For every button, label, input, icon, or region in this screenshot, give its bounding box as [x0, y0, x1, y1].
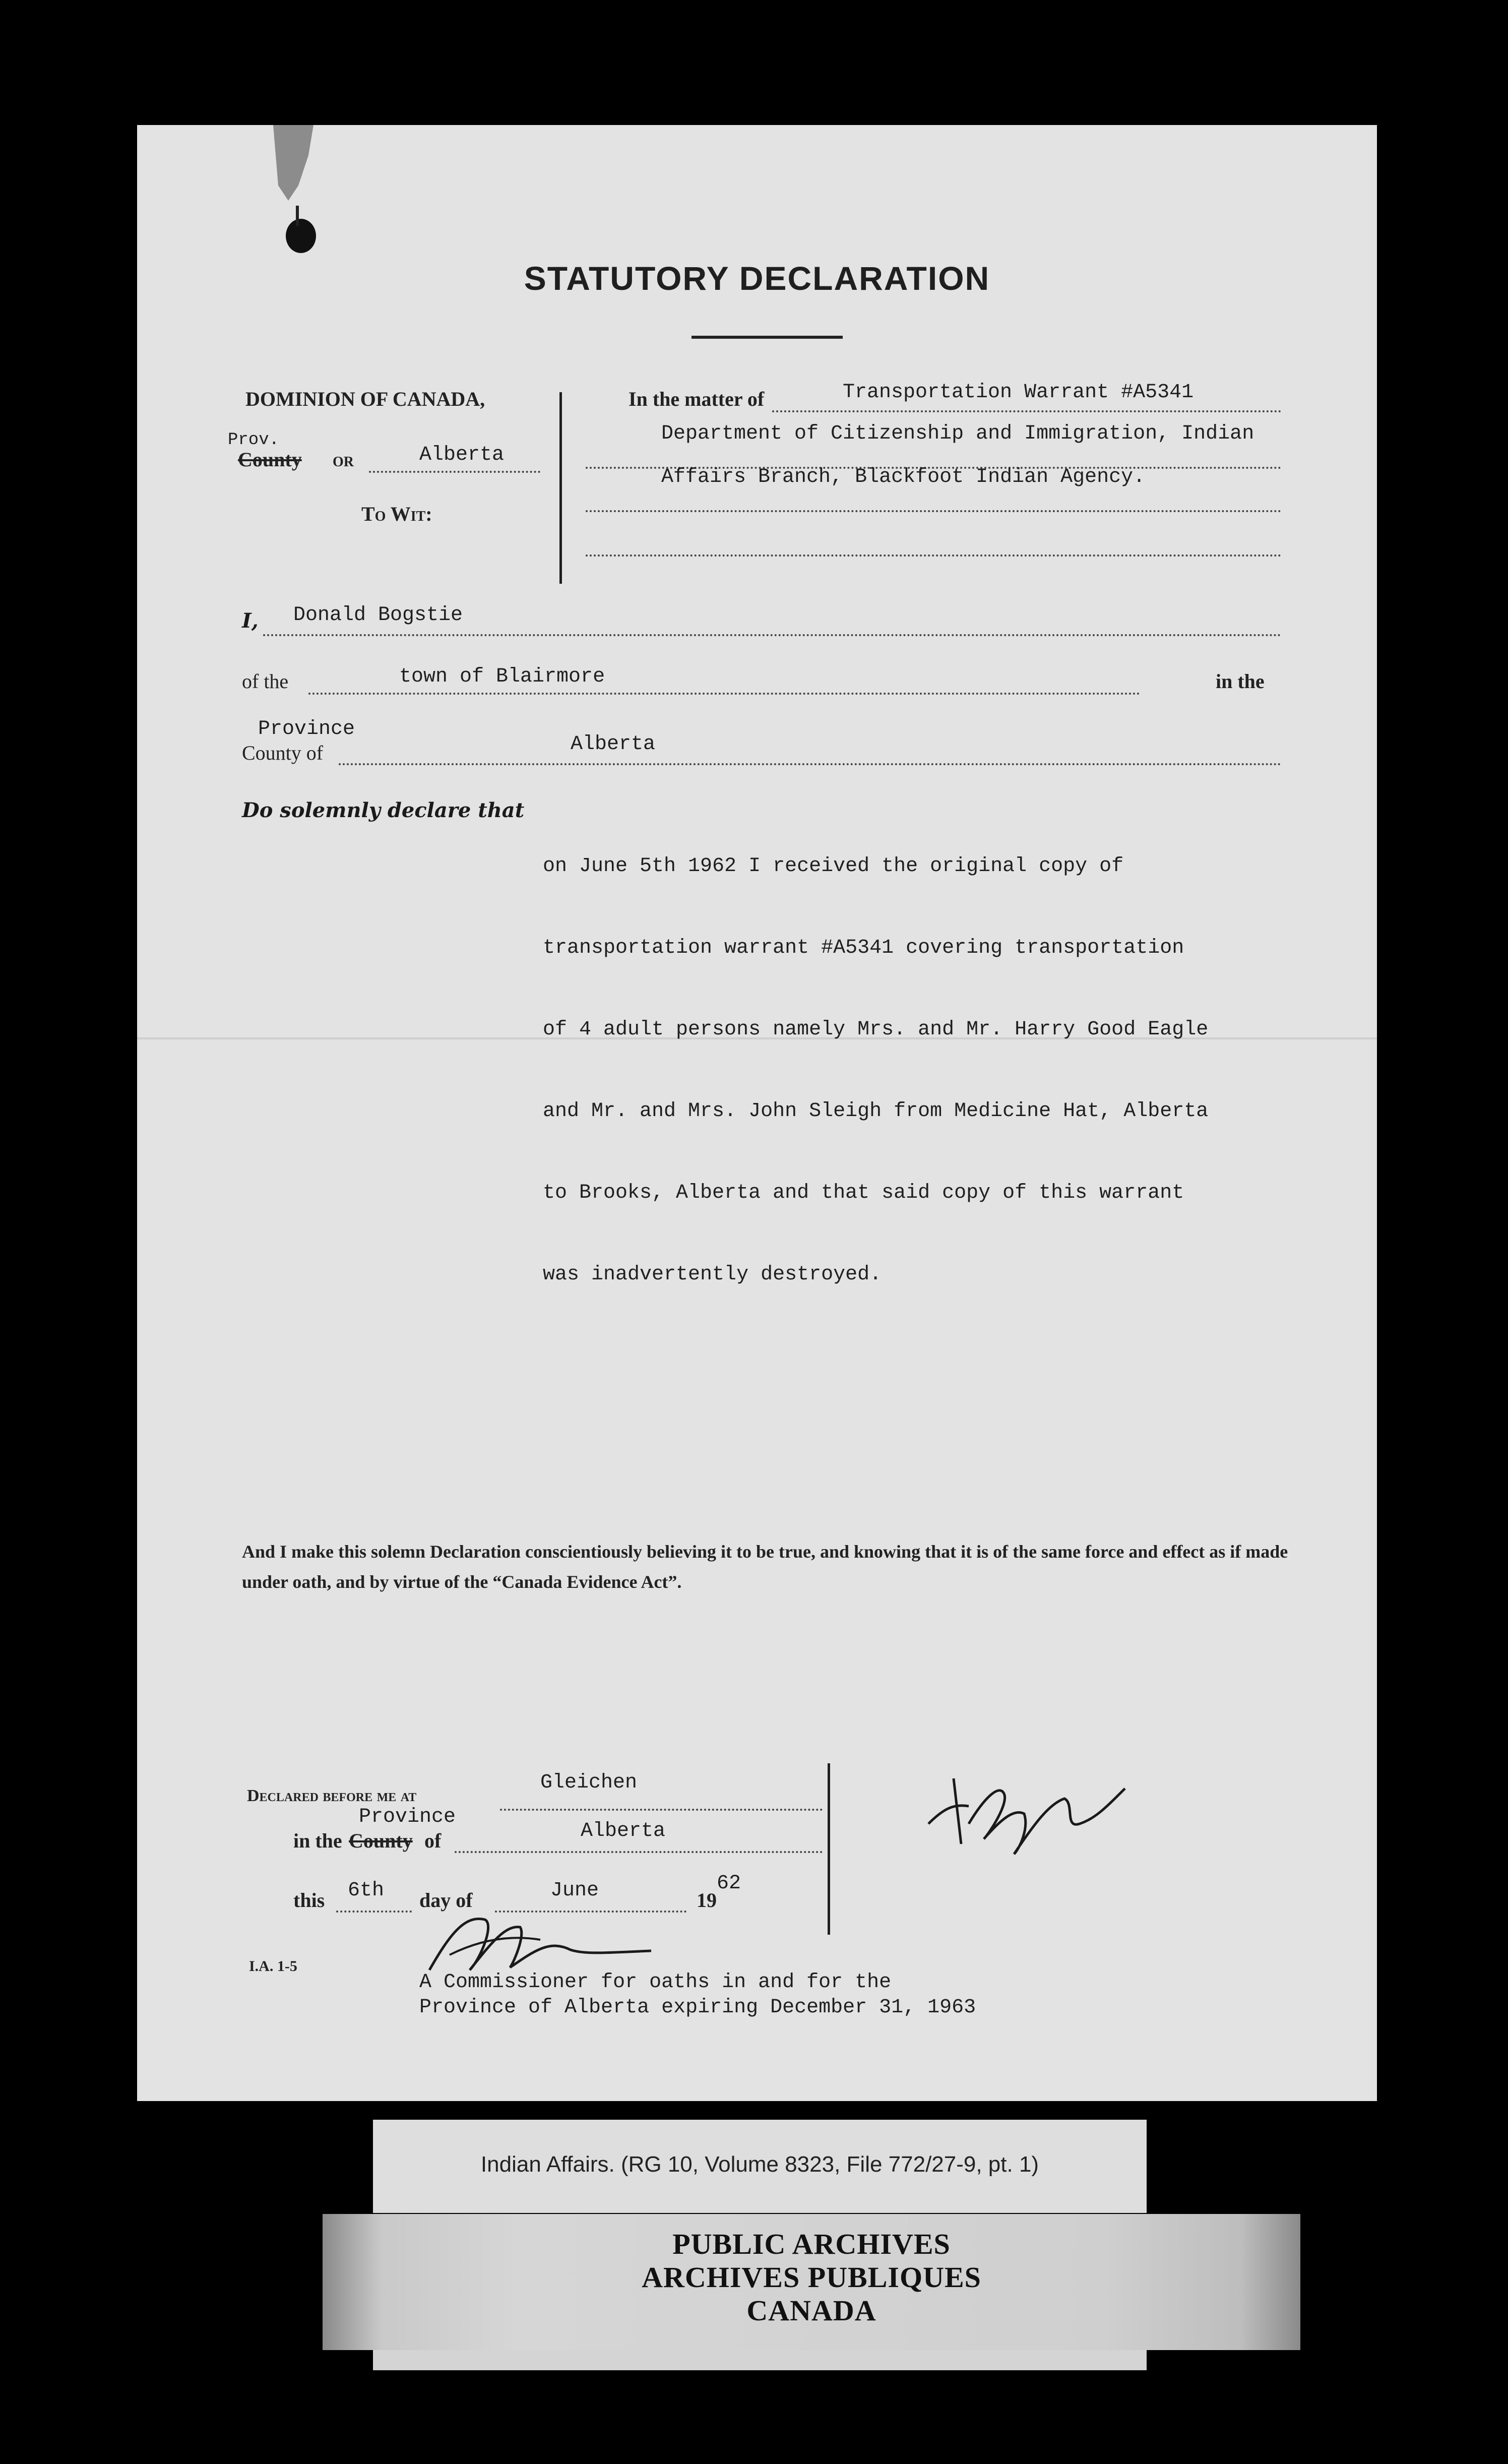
stamp-line-1: PUBLIC ARCHIVES [672, 2228, 951, 2260]
matter-line-1 [772, 410, 1281, 412]
declaration-document [137, 125, 1377, 2101]
day-value: 6th [348, 1879, 385, 1902]
declared-place-line [500, 1809, 823, 1811]
province-line [369, 471, 540, 473]
declarant-signature [913, 1748, 1145, 1864]
declaration-line-4: and Mr. and Mrs. John Sleigh from Medicine Hat, Alberta [543, 1100, 1209, 1123]
of-the-label: of the [242, 670, 289, 693]
province-typed-2: Province [359, 1806, 456, 1828]
residence-province-line [339, 763, 1281, 765]
matter-line-3 [586, 510, 1281, 512]
declared-province: Alberta [581, 1820, 666, 1842]
i-label: I, [242, 609, 259, 633]
matter-value-1: Transportation Warrant #A5341 [843, 381, 1194, 404]
declaration-body [543, 798, 1208, 1343]
commissioner-text [419, 1970, 976, 2020]
declaration-line-2: transportation warrant #A5341 covering transportation [543, 937, 1184, 959]
declared-before-label: Declared before me at [247, 1787, 417, 1805]
declare-label: Do solemnly declare that [242, 798, 525, 822]
declaration-line-5: to Brooks, Alberta and that said copy of this warrant [543, 1182, 1184, 1204]
residence-province: Alberta [571, 733, 656, 756]
archive-reference: Indian Affairs. (RG 10, Volume 8323, File 772/27-9, pt. 1) [480, 2152, 1039, 2177]
prov-typed: Prov. [228, 430, 280, 450]
in-the-county-label: in the [293, 1829, 342, 1852]
matter-value-3: Affairs Branch, Blackfoot Indian Agency. [661, 466, 1146, 488]
page-title: STATUTORY DECLARATION [524, 260, 990, 297]
this-label: this [293, 1889, 325, 1912]
residence-line [308, 693, 1140, 695]
county-struck-label: County [238, 448, 302, 471]
province-value: Alberta [419, 444, 505, 466]
stamp-line-3: CANADA [746, 2294, 876, 2327]
header-brace [559, 392, 562, 584]
matter-value-2: Department of Citizenship and Immigration, Indian [661, 422, 1254, 445]
residence-value: town of Blairmore [399, 665, 605, 688]
year-prefix: 19 [697, 1889, 717, 1912]
in-the-label: in the [1216, 670, 1265, 693]
of-label: of [424, 1829, 442, 1852]
archive-stamp [323, 2214, 1300, 2350]
declarant-line [263, 634, 1281, 636]
form-code: I.A. 1-5 [249, 1958, 297, 1975]
archive-reference-label [373, 2120, 1147, 2213]
commissioner-line-1: A Commissioner for oaths in and for the [419, 1971, 892, 1994]
torn-corner-mark [253, 125, 334, 276]
declared-place: Gleichen [540, 1771, 638, 1794]
county-of-label: County of [242, 742, 324, 764]
bottom-strip [373, 2350, 1147, 2370]
solemn-statement: And I make this solemn Declaration conscientiously believing it to be true, and knowing that it is of the same force and effect as if made under oath, and by virtue of the “Canada Evidence Act”. [242, 1542, 1288, 1592]
province-typed: Province [258, 718, 355, 741]
month-value: June [550, 1879, 599, 1902]
title-underline [692, 336, 843, 339]
declaration-line-3: of 4 adult persons namely Mrs. and Mr. Harry Good Eagle [543, 1018, 1209, 1041]
declarant-name: Donald Bogstie [293, 604, 463, 627]
declaration-line-1: on June 5th 1962 I received the original copy of [543, 855, 1124, 878]
declared-brace [828, 1763, 830, 1935]
day-of-label: day of [419, 1889, 473, 1912]
stamp-line-2: ARCHIVES PUBLIQUES [642, 2261, 981, 2294]
commissioner-signature [419, 1904, 681, 1980]
to-wit-label: To Wit: [361, 503, 432, 525]
day-line [336, 1911, 412, 1913]
county-struck: County [349, 1829, 413, 1852]
commissioner-line-2: Province of Alberta expiring December 31, 1963 [419, 1996, 976, 2019]
in-the-matter-label: In the matter of [629, 388, 765, 410]
declaration-line-6: was inadvertently destroyed. [543, 1263, 882, 1286]
matter-line-4 [586, 555, 1281, 557]
or-label: or [333, 448, 354, 471]
dominion-label: DOMINION OF CANADA, [245, 388, 485, 410]
declared-province-line [455, 1851, 823, 1853]
year-value: 62 [717, 1872, 741, 1895]
